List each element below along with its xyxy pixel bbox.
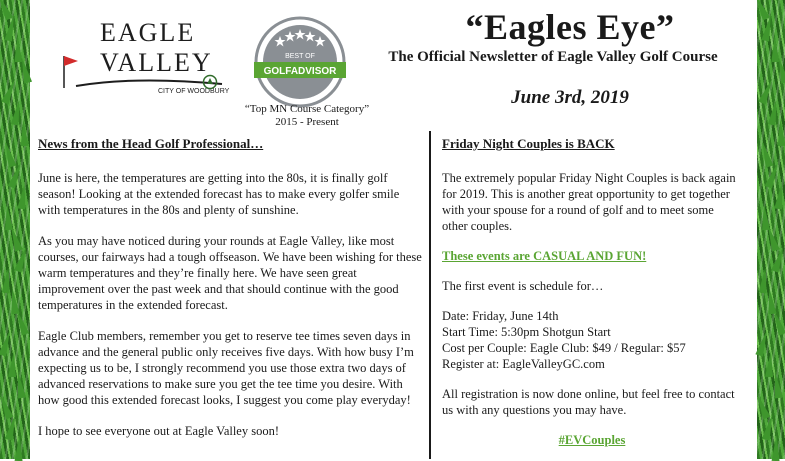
grass-blade <box>15 435 24 461</box>
left-heading: News from the Head Golf Professional… <box>38 136 264 151</box>
grass-blade <box>17 183 29 210</box>
newsletter-date: June 3rd, 2019 <box>511 87 629 108</box>
grass-blade <box>2 140 17 167</box>
left-column <box>38 136 424 454</box>
right-column <box>442 136 742 448</box>
badge-graphic <box>250 14 350 110</box>
grass-blade <box>771 372 783 399</box>
schedule-text: The first event is schedule for… <box>442 279 604 293</box>
grass-blade <box>770 308 785 335</box>
eagle-valley-logo <box>82 14 232 104</box>
flag-icon <box>60 54 80 90</box>
grass-blade <box>776 120 785 146</box>
badge-caption-line1: “Top MN Course Category” <box>244 103 370 115</box>
badge-top-text: BEST OF <box>285 53 315 60</box>
grass-blade <box>759 140 774 167</box>
closing-text: All registration is now done online, but feel free to contact us with any questions you may have. <box>442 387 735 417</box>
grass-blade <box>18 56 32 83</box>
newsletter-title: “Eagles Eye” <box>465 7 675 47</box>
casual-fun-text: These events are CASUAL AND FUN! <box>442 249 647 263</box>
badge-ribbon-text: GOLFADVISOR <box>263 66 337 77</box>
grass-blade <box>13 308 29 335</box>
left-paragraph: As you may have noticed during your rounds at Eagle Valley, like most courses, our fairways had a tough offseason. We have been wishing for these warm temperatures and they’re finally here. We have seen great improvement over the past week and that should continue with the good temperatures in the extended forecast. <box>38 234 422 312</box>
right-intro: The extremely popular Friday Night Couples is back again for 2019. This is another great opportunity to get together with your spouse for a round of golf and to meet some other couples. <box>442 171 736 233</box>
golfadvisor-badge <box>250 14 350 110</box>
event-register: Register at: EagleValleyGC.com <box>442 357 605 371</box>
grass-blade <box>775 56 785 83</box>
logo-word-valley: VALLEY <box>100 48 213 77</box>
event-date: Date: Friday, June 14th <box>442 309 559 323</box>
city-seal-icon <box>202 74 218 90</box>
left-paragraph: I hope to see everyone out at Eagle Valley soon! <box>38 424 280 438</box>
badge-caption <box>232 103 382 129</box>
event-cost: Cost per Couple: Eagle Club: $49 / Regular: $57 <box>442 341 686 355</box>
event-start-time: Start Time: 5:30pm Shotgun Start <box>442 325 611 339</box>
grass-blade <box>772 435 781 461</box>
evcouples-hashtag: #EVCouples <box>558 433 626 447</box>
logo-city-text: CITY OF WOODBURY <box>158 88 230 95</box>
left-paragraph: Eagle Club members, remember you get to reserve tee times seven days in advance and the general public only receives five days. With how busy I’m expecting us to be, I strongly recommend you use those extra two days of advanced reservations to make sure you get the tee time you desire. With how good this extended forecast looks, I suggest you come play everyday! <box>38 329 414 407</box>
grass-blade <box>19 120 28 146</box>
grass-blade <box>774 183 785 210</box>
grass-border-left <box>0 0 30 459</box>
right-heading: Friday Night Couples is BACK <box>442 136 615 151</box>
grass-border-right <box>757 0 785 459</box>
column-divider <box>429 131 431 459</box>
logo-word-eagle: EAGLE <box>100 18 196 47</box>
badge-caption-line2: 2015 - Present <box>275 116 339 128</box>
event-details <box>442 308 742 372</box>
left-paragraph: June is here, the temperatures are getting into the 80s, it is finally golf season! Looking at the extended forecast has to make every golfer smile with temperatures in the 80s and plenty of sunshine. <box>38 171 400 217</box>
newsletter-subtitle: The Official Newsletter of Eagle Valley Golf Course <box>388 49 718 65</box>
grass-blade <box>14 372 26 399</box>
